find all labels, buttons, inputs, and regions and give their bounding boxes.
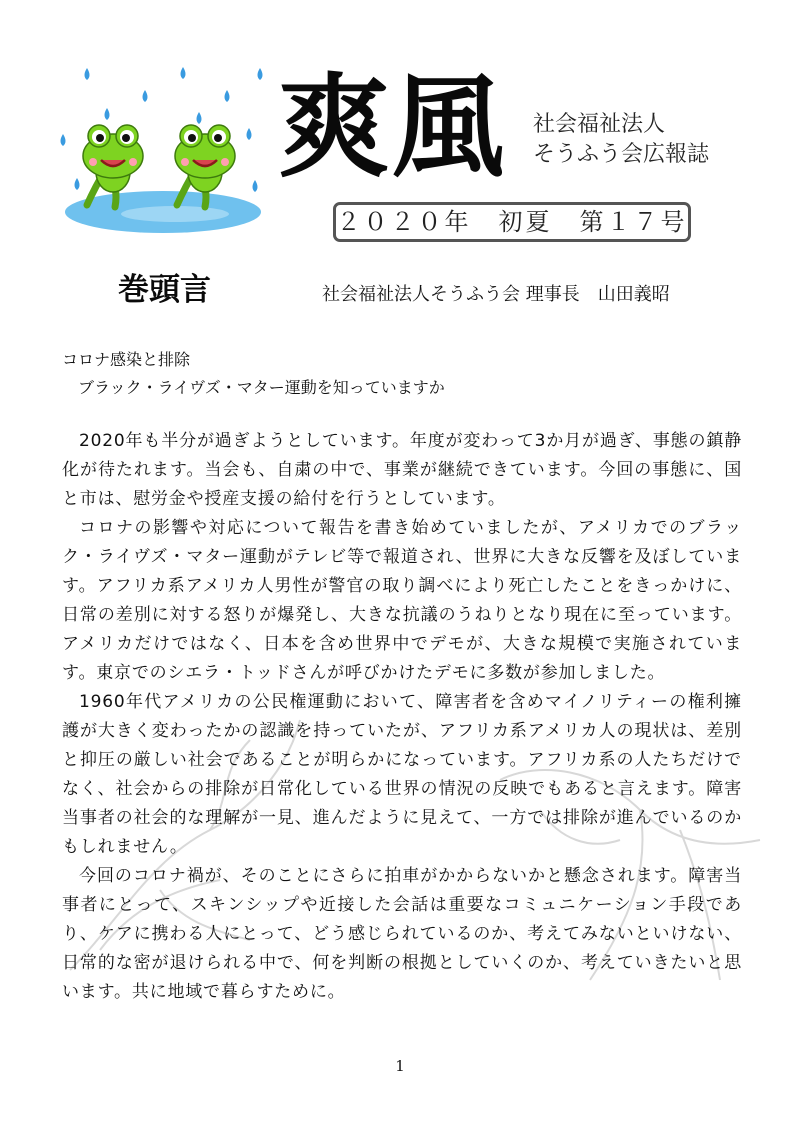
article-paragraph: コロナの影響や対応について報告を書き始めていましたが、アメリカでのブラック・ライヴズ・マター運動がテレビ等で報道され、世界に大きな反響を及ぼしています。アフリカ系アメリカ人男性が警官の取り調べにより死亡したことをきっかけに、日常の差別に対する怒りが爆発し、大きな抗議のうねりとなり現在に至っています。アメリカだけではなく、日本を含め世界中でデモが、大きな規模で実施されています。東京でのシエラ・トッドさんが呼びかけたデモに多数が参加しました。: [62, 518, 742, 683]
frog-right: [175, 125, 235, 207]
masthead-title: 爽風: [278, 63, 506, 193]
article-body: [62, 427, 742, 1007]
organization-block: [533, 110, 709, 170]
frogs-in-rain-illustration: [55, 62, 270, 237]
publication-name: そうふう会広報誌: [533, 142, 710, 167]
page-number: 1: [395, 1057, 405, 1075]
article-heading: [62, 346, 445, 402]
article-subtitle: ブラック・ライヴズ・マター運動を知っていますか: [78, 378, 445, 397]
article-paragraph: 1960年代アメリカの公民権運動において、障害者を含めマイノリティーの権利擁護が大きく変わったかの認識を持っていたが、アフリカ系アメリカ人の現状は、差別と抑圧の厳しい社会であることが明らかになっています。アフリカ系の人たちだけでなく、社会からの排除が日常化している世界の情況の反映でもあると言えます。障害当事者の社会的な理解が一見、進んだように見えて、一方では排除が進んでいるのかもしれません。: [62, 692, 742, 857]
article-paragraph: 今回のコロナ禍が、そのことにさらに拍車がかからないかと懸念されます。障害当事者にとって、スキンシップや近接した会話は重要なコミュニケーション手段であり、ケアに携わる人にとって、どう感じられているのか、考えてみないといけない、日常的な密が退けられる中で、何を判断の根拠としていくのか、考えていきたいと思います。共に地域で暮らすために。: [62, 866, 742, 1002]
article-subject: コロナ感染と排除: [62, 350, 191, 369]
author-line: 社会福祉法人そうふう会 理事長 山田義昭: [322, 284, 670, 305]
organization-name: 社会福祉法人: [533, 112, 666, 137]
section-title: 巻頭言: [118, 272, 211, 308]
article-paragraph: 2020年も半分が過ぎようとしています。年度が変わって3か月が過ぎ、事態の鎮静化が待たれます。当会も、自粛の中で、事業が継続できています。今回の事態に、国と市は、慰労金や授産支援の給付を行うとしています。: [62, 431, 742, 509]
issue-label: ２０２０年 初夏 第１７号: [333, 202, 691, 242]
